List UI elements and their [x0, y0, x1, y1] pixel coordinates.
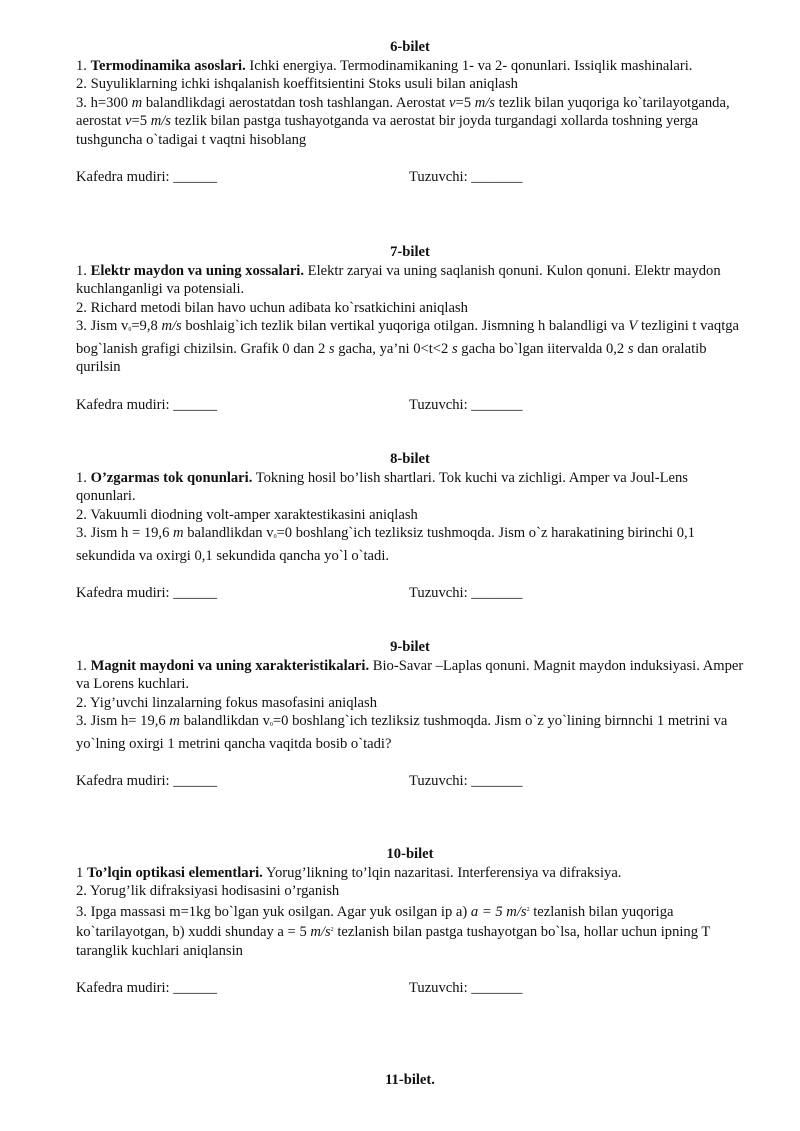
ticket-8 [76, 450, 744, 603]
q3-text: tezlik bilan pastga tushayotganda va aerostat bir joyda turgandagi xollarda toshning yerga tushguncha o`tadigai t vaqtni hisoblang [76, 113, 699, 148]
q3-text: 3. Jism h= 19,6 [76, 713, 170, 729]
question-text: Ichki energiya. Termodinamikaning 1- va 2- qonunlari. Issiqlik mashinalari. [245, 57, 693, 74]
compiler-signature: Tuzuvchi: _______ [409, 773, 523, 789]
compiler-signature: Tuzuvchi: _______ [409, 396, 523, 413]
question-number: 1. [76, 57, 91, 74]
unit-s: s [328, 340, 335, 357]
question-number: 1. [76, 262, 91, 279]
q3-text: gacha, ya’ni 0<t<2 [334, 340, 452, 357]
q3-text: tezlanish bilan yuqoriga ko`tarilayotgan, b) xuddi shunday a = 5 [76, 903, 674, 940]
question-2: 2. Vakuumli diodning volt-amper xaraktestikasini aniqlash [76, 506, 418, 523]
unit-m: m [131, 94, 143, 111]
question-topic: To’lqin optikasi elementlari. [86, 864, 263, 881]
question-topic: Termodinamika asoslari. [90, 57, 246, 74]
subscript-0: 0 [269, 722, 273, 728]
question-number: 1. [76, 469, 91, 486]
q3-text: dan oralatib qurilsin [76, 340, 707, 375]
ticket-title: 7-bilet [390, 244, 430, 260]
q3-text: =0 boshlang`ich tezliksiz tushmoqda. Jism o`z yo`lining birnnchi 1 metrini va yo`lning oxirgi 1 metrini qancha vaqitda bosib o`tadi? [76, 713, 728, 752]
ticket-9 [76, 638, 744, 791]
unit-ms: m/s [474, 94, 495, 111]
question-3 [76, 317, 744, 377]
department-head-signature: Kafedra mudiri: ______ [76, 585, 218, 601]
ticket-title: 10-bilet [386, 846, 434, 862]
superscript-2: 2 [526, 906, 530, 913]
question-3 [76, 901, 744, 961]
ticket-title: 6-bilet [390, 39, 430, 55]
q3-text: =5 [455, 94, 475, 111]
signatures [76, 584, 744, 603]
question-text: Tokning hosil bo’lish shartlari. Tok kuchi va zichligi. Amper va Joul-Lens qonunlari. [76, 469, 688, 504]
q3-text: =0 boshlang`ich tezliksiz tushmoqda. Jism o`z harakatining birinchi 0,1 sekundida va oxirgi 0,1 sekundida qancha yo`l o`tadi. [76, 525, 695, 564]
department-head-signature: Kafedra mudiri: ______ [76, 169, 218, 185]
ticket-7 [76, 243, 744, 415]
question-3 [76, 524, 744, 565]
signatures [76, 772, 744, 791]
question-1 [76, 57, 744, 76]
unit-ms: m/s [161, 318, 182, 334]
ticket-11 [76, 1071, 744, 1090]
q3-text: 3. Jism v [76, 318, 129, 334]
unit-s: s [627, 340, 634, 357]
q3-text: gacha bo`lgan iitervalda 0,2 [457, 340, 628, 357]
question-1 [76, 262, 744, 299]
question-text: Yorug’likning to’lqin nazaritasi. Interferensiya va difraksiya. [262, 864, 622, 881]
var-V: V [628, 318, 638, 334]
q3-text: =5 [131, 113, 151, 129]
q3-text: tezlanish bilan pastga tushayotgan bo`lsa, hollar uchun ipning T taranglik kuchlari aniqlansin [76, 924, 711, 959]
signatures [76, 396, 744, 415]
q3-text: 3. Ipga massasi m=1kg bo`lgan yuk osilgan. Agar yuk osilgan ip a) [76, 903, 471, 920]
q3-text: 3. Jism h = 19,6 [76, 525, 174, 541]
question-topic: O’zgarmas tok qonunlari. [90, 469, 253, 486]
unit-m: m [169, 713, 180, 729]
question-topic: Magnit maydoni va uning xarakteristikalari. [90, 657, 370, 674]
ticket-6 [76, 38, 744, 187]
q3-text: boshlaig`ich tezlik bilan vertikal yuqoriga otilgan. Jismning h balandligi va [181, 318, 629, 334]
acceleration-value: a = 5 m/s [470, 903, 527, 920]
question-2: 2. Yorug’lik difraksiyasi hodisasini o’rganish [76, 883, 340, 899]
question-2: 2. Richard metodi bilan havo uchun adibata ko`rsatkichini aniqlash [76, 299, 468, 316]
question-topic: Elektr maydon va uning xossalari. [90, 262, 304, 279]
compiler-signature: Tuzuvchi: _______ [409, 980, 523, 996]
question-1 [76, 469, 744, 506]
question-2: 2. Yig’uvchi linzalarning fokus masofasini aniqlash [76, 694, 378, 711]
ticket-title: 8-bilet [390, 451, 430, 467]
ticket-title: 11-bilet. [385, 1072, 435, 1088]
q3-text: balandlikdan v [183, 525, 274, 541]
question-number: 1 [76, 864, 87, 881]
var-v: v [125, 113, 132, 129]
department-head-signature: Kafedra mudiri: ______ [76, 980, 218, 996]
q3-text: balandlikdan v [179, 713, 270, 729]
subscript-0: 0 [128, 327, 132, 333]
q3-text: 3. h=300 [76, 94, 132, 111]
ticket-10 [76, 845, 744, 998]
question-1 [76, 657, 744, 694]
unit-ms: m/s [150, 113, 171, 129]
question-2: 2. Suyuliklarning ichki ishqalanish koeffitsientini Stoks usuli bilan aniqlash [76, 76, 518, 92]
compiler-signature: Tuzuvchi: _______ [409, 169, 523, 185]
signatures [76, 168, 744, 187]
q3-text: tezlik bilan yuqoriga ko`tarilayotganda, aerostat [76, 94, 730, 129]
unit-s: s [451, 340, 458, 357]
signatures [76, 979, 744, 998]
question-1 [76, 864, 744, 883]
q3-text: =9,8 [131, 318, 162, 334]
var-v: v [449, 94, 456, 111]
compiler-signature: Tuzuvchi: _______ [409, 585, 523, 601]
question-3 [76, 94, 744, 150]
q3-text: tezligini t vaqtga bog`lanish grafigi chizilsin. Grafik 0 dan 2 [76, 318, 740, 357]
department-head-signature: Kafedra mudiri: ______ [76, 396, 218, 413]
question-number: 1. [76, 657, 91, 674]
subscript-0: 0 [273, 534, 277, 540]
question-3 [76, 712, 744, 753]
unit-ms: m/s [310, 924, 331, 940]
q3-text: balandlikdagi aerostatdan tosh tashlangan. Aerostat [142, 94, 450, 111]
ticket-title: 9-bilet [390, 639, 430, 655]
department-head-signature: Kafedra mudiri: ______ [76, 773, 218, 789]
unit-m: m [173, 525, 184, 541]
question-text: Elektr zaryai va uning saqlanish qonuni. Kulon qonuni. Elektr maydon kuchlanganligi va potensiali. [76, 262, 721, 297]
superscript-2: 2 [330, 927, 334, 933]
question-text: Bio-Savar –Laplas qonuni. Magnit maydon induksiyasi. Amper va Lorens kuchlari. [76, 657, 744, 692]
